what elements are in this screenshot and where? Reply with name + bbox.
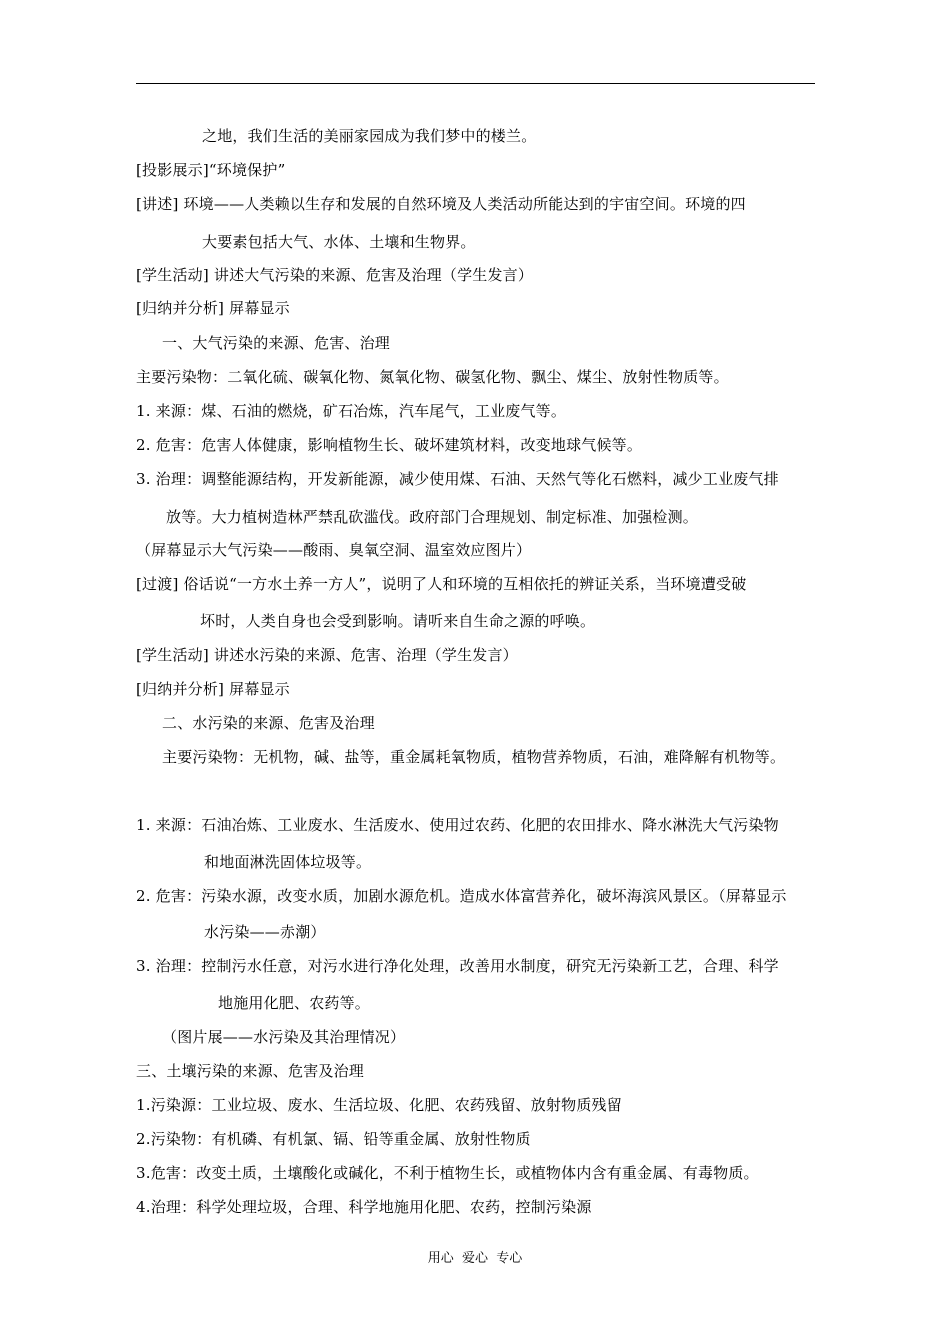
text-line: 水污染——赤潮） <box>204 923 326 941</box>
text-line: 2. 危害：危害人体健康，影响植物生长、破坏建筑材料，改变地球气候等。 <box>136 436 643 454</box>
section-heading: 一、大气污染的来源、危害、治理 <box>162 334 391 352</box>
text-line: （屏幕显示大气污染——酸雨、臭氧空洞、温室效应图片） <box>136 541 532 559</box>
text-line: 2.污染物：有机磷、有机氯、镉、铅等重金属、放射性物质 <box>136 1130 531 1148</box>
text-line: [过渡] 俗话说“一方水土养一方人”，说明了人和环境的互相依托的辨证关系，当环境遭受破 <box>136 575 747 593</box>
text-line: 地施用化肥、农药等。 <box>218 994 371 1012</box>
text-line: 主要污染物：无机物，碱、盐等，重金属耗氧物质，植物营养物质，石油，难降解有机物等。 <box>162 748 786 766</box>
section-heading: 二、水污染的来源、危害及治理 <box>162 714 375 732</box>
text-line: 1. 来源：石油冶炼、工业废水、生活废水、使用过农药、化肥的农田排水、降水淋洗大气污染物 <box>136 816 779 834</box>
header-rule <box>136 83 815 84</box>
text-line: 3. 治理：控制污水任意，对污水进行净化处理，改善用水制度，研究无污染新工艺，合理、科学 <box>136 957 779 975</box>
section-heading: 三、土壤污染的来源、危害及治理 <box>136 1062 365 1080</box>
text-line: 和地面淋洗固体垃圾等。 <box>204 853 372 871</box>
text-line: 2. 危害：污染水源，改变水质，加剧水源危机。造成水体富营养化，破坏海滨风景区。（屏幕显示 <box>136 887 787 905</box>
page-footer: 用心 爱心 专心 <box>427 1251 523 1266</box>
text-line: [学生活动] 讲述大气污染的来源、危害及治理（学生发言） <box>136 266 534 284</box>
text-line: 大要素包括大气、水体、土壤和生物界。 <box>202 233 476 251</box>
text-line: 之地，我们生活的美丽家园成为我们梦中的楼兰。 <box>202 127 537 145</box>
text-line: [归纳并分析] 屏幕显示 <box>136 680 290 698</box>
text-line: 3. 治理：调整能源结构，开发新能源，减少使用煤、石油、天然气等化石燃料，减少工业废气排 <box>136 470 779 488</box>
text-line: 主要污染物：二氧化硫、碳氧化物、氮氧化物、碳氢化物、飘尘、煤尘、放射性物质等。 <box>136 368 729 386</box>
text-line: 3.危害：改变土质，土壤酸化或碱化，不利于植物生长，或植物体内含有重金属、有毒物质。 <box>136 1164 759 1182</box>
text-line: [归纳并分析] 屏幕显示 <box>136 299 290 317</box>
text-line: [讲述] 环境——人类赖以生存和发展的自然环境及人类活动所能达到的宇宙空间。环境的四 <box>136 195 746 213</box>
text-line: 坏时，人类自身也会受到影响。请听来自生命之源的呼唤。 <box>200 612 596 630</box>
text-line: [投影展示]“环境保护” <box>136 161 286 179</box>
text-line: 放等。大力植树造林严禁乱砍滥伐。政府部门合理规划、制定标准、加强检测。 <box>166 508 699 526</box>
text-line: （图片展——水污染及其治理情况） <box>162 1028 406 1046</box>
text-line: 4.治理：科学处理垃圾，合理、科学地施用化肥、农药，控制污染源 <box>136 1198 592 1216</box>
text-line: [学生活动] 讲述水污染的来源、危害、治理（学生发言） <box>136 646 518 664</box>
text-line: 1. 来源：煤、石油的燃烧，矿石冶炼，汽车尾气，工业废气等。 <box>136 402 567 420</box>
text-line: 1.污染源：工业垃圾、废水、生活垃圾、化肥、农药残留、放射物质残留 <box>136 1096 622 1114</box>
